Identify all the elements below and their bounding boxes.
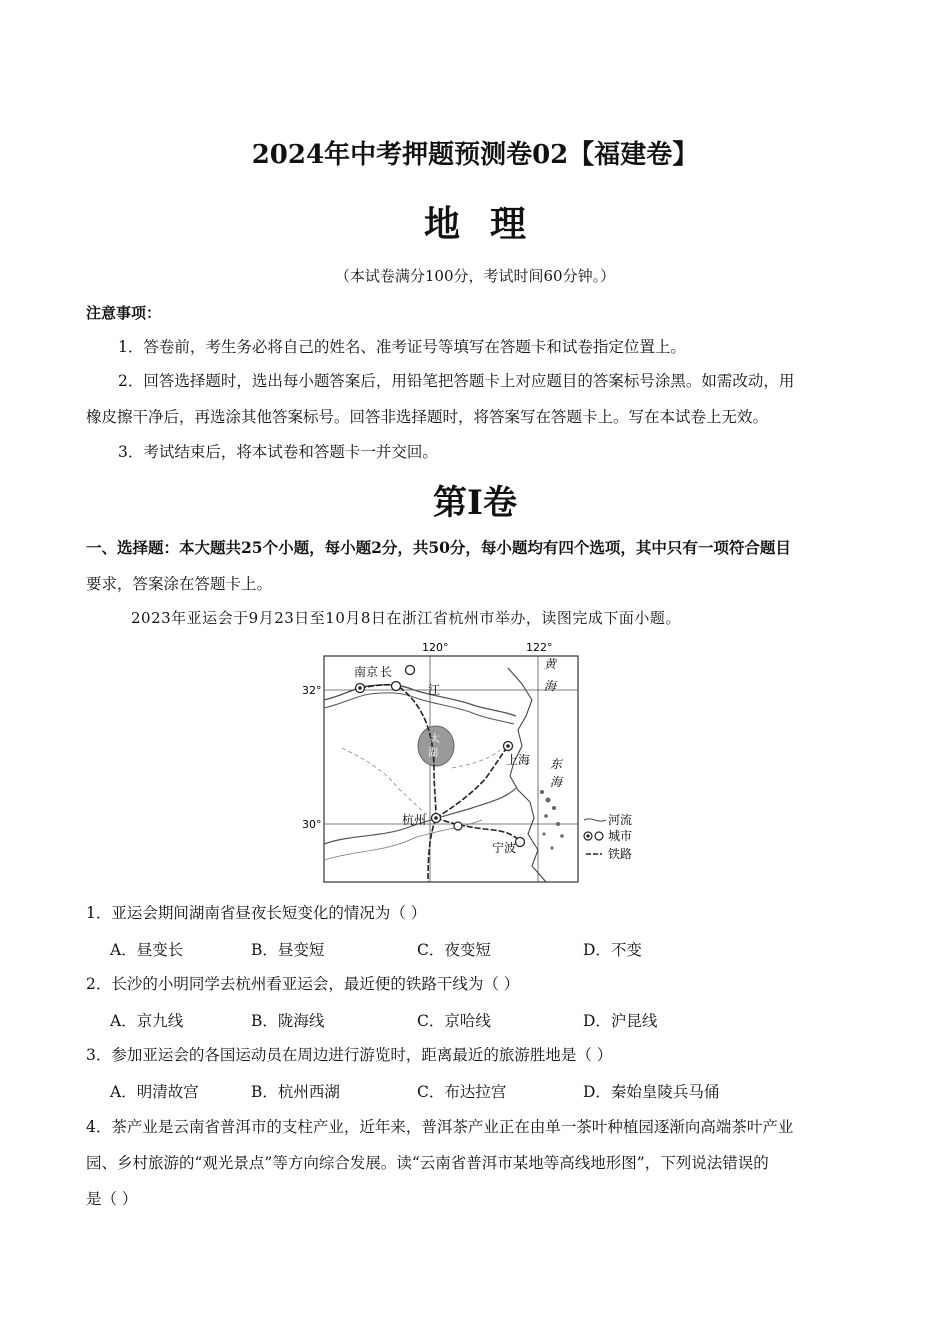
section-title: 第Ⅰ卷 <box>433 483 517 523</box>
label-huang: 黄 <box>544 657 557 671</box>
label-nanjing: 南京 <box>354 665 379 679</box>
notice-item-2-line-1: 2．回答选择题时，选出每小题答案后，用铅笔把答题卡上对应题目的答案标号涂黑。如需改动，用 <box>118 372 795 390</box>
question-2-option-c[interactable]: C．京哈线 <box>417 1012 491 1030</box>
legend-river-label: 河流 <box>608 813 633 827</box>
legend-city-label: 城市 <box>608 829 633 843</box>
question-2-stem: 2．长沙的小明同学去杭州看亚运会，最近便的铁路干线为（ ） <box>86 975 520 993</box>
question-2-option-a[interactable]: A．京九线 <box>110 1012 184 1030</box>
label-tai: 太 <box>430 734 440 745</box>
label-dong: 东 <box>550 757 563 771</box>
label-chang: 长 <box>380 665 393 679</box>
label-ningbo: 宁波 <box>492 841 517 855</box>
subject-title: 地理 <box>423 203 556 245</box>
label-lon-120: 120° <box>422 641 449 654</box>
notice-heading: 注意事项： <box>86 304 162 322</box>
question-1-option-b[interactable]: B．昼变短 <box>251 941 325 959</box>
ningbo-city <box>516 838 525 847</box>
hangzhou-region-map <box>302 638 648 886</box>
question-1-option-c[interactable]: C．夜变短 <box>417 941 491 959</box>
question-1-stem: 1．亚运会期间湖南省昼夜长短变化的情况为（ ） <box>86 904 427 922</box>
question-3-option-c[interactable]: C．布达拉宫 <box>417 1083 507 1101</box>
question-1-option-a[interactable]: A．昼变长 <box>110 941 184 959</box>
question-2-option-b[interactable]: B．陇海线 <box>251 1012 325 1030</box>
question-1-option-d[interactable]: D．不变 <box>583 941 642 959</box>
question-3-option-b[interactable]: B．杭州西湖 <box>251 1083 340 1101</box>
notice-item-1: 1．答卷前，考生务必将自己的姓名、准考证号等填写在答题卡和试卷指定位置上。 <box>118 338 686 356</box>
label-lon-122: 122° <box>526 641 553 654</box>
part-one-line-1: 一、选择题：本大题共25个小题，每小题2分，共50分，每小题均有四个选项，其中只有一项符合题目 <box>86 538 791 557</box>
question-3-option-d[interactable]: D．秦始皇陵兵马俑 <box>583 1083 720 1101</box>
question-3-stem: 3．参加亚运会的各国运动员在周边进行游览时，距离最近的旅游胜地是（ ） <box>86 1046 613 1064</box>
label-donghai-hai: 海 <box>550 775 563 789</box>
legend-railway-label: 铁路 <box>608 847 633 861</box>
question-4-stem-line-2: 园、乡村旅游的“观光景点”等方向综合发展。读“云南省普洱市某地等高线地形图”，下列说法错误的 <box>86 1154 769 1172</box>
question-2-option-d[interactable]: D．沪昆线 <box>583 1012 658 1030</box>
question-4-stem-line-3: 是（ ） <box>86 1190 138 1208</box>
notice-item-2-line-2: 橡皮擦干净后，再选涂其他答案标号。回答非选择题时，将答案写在答题卡上。写在本试卷上无效。 <box>86 408 769 426</box>
question-3-option-a[interactable]: A．明清故宫 <box>110 1083 199 1101</box>
notice-item-3: 3．考试结束后，将本试卷和答题卡一并交回。 <box>118 443 438 461</box>
label-lat-32: 32° <box>302 684 322 697</box>
exam-info: （本试卷满分100分，考试时间60分钟。） <box>334 267 616 285</box>
label-huanghai-hai: 海 <box>544 679 557 693</box>
label-jiang: 江 <box>428 683 441 697</box>
exam-title: 2024年中考押题预测卷02【福建卷】 <box>251 140 699 170</box>
label-hu: 湖 <box>428 748 438 759</box>
label-shanghai: 上海 <box>506 753 531 767</box>
label-lat-30: 30° <box>302 818 322 831</box>
question-4-stem-line-1: 4．茶产业是云南省普洱市的支柱产业，近年来，普洱茶产业正在由单一茶叶种植园逐渐向高端茶叶产业 <box>86 1118 794 1136</box>
question-intro: 2023年亚运会于9月23日至10月8日在浙江省杭州市举办，读图完成下面小题。 <box>131 609 681 627</box>
label-hangzhou: 杭州 <box>402 813 427 827</box>
taihu-lake <box>418 726 454 766</box>
part-one-line-2: 要求，答案涂在答题卡上。 <box>86 575 273 593</box>
